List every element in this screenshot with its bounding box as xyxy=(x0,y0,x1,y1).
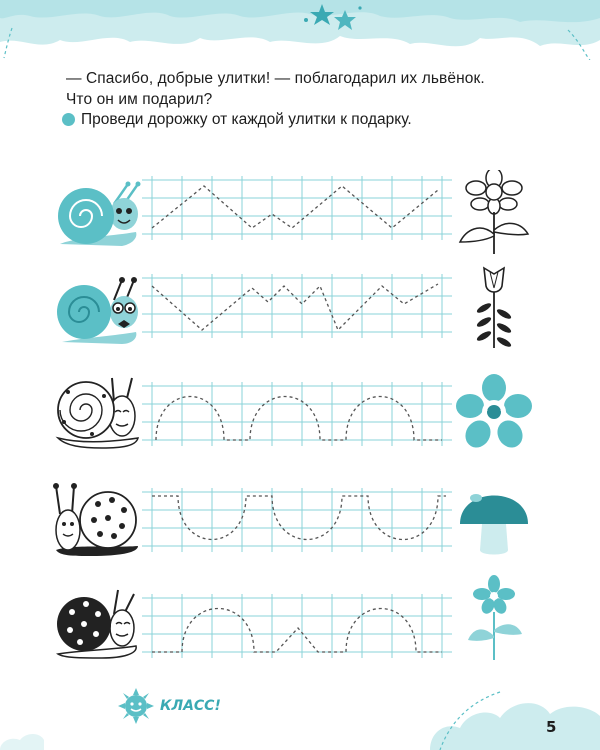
tracing-row-2 xyxy=(0,266,600,356)
tracing-row-1 xyxy=(0,170,600,260)
tracing-grid-2 xyxy=(142,274,452,338)
daisy-flower-icon xyxy=(456,170,532,256)
tracing-row-5 xyxy=(0,582,600,672)
story-text-line-1: — Спасибо, добрые улитки! — поблагодарил их львёнок. xyxy=(66,70,485,87)
page-number: 5 xyxy=(546,718,557,736)
tracing-grid-1 xyxy=(142,176,452,240)
tracing-path-arches-down xyxy=(152,496,446,540)
tracing-path-zigzag xyxy=(152,186,438,228)
tracing-grid-5 xyxy=(142,594,452,658)
instruction xyxy=(62,109,412,130)
story-text-line-2: Что он им подарил? xyxy=(66,91,213,108)
bottom-clouds-decoration xyxy=(0,672,600,750)
tracing-row-4 xyxy=(0,476,600,566)
sun-icon xyxy=(118,688,154,724)
class-badge xyxy=(118,688,221,724)
blue-flower-icon xyxy=(456,374,532,460)
top-clouds-decoration xyxy=(0,0,600,60)
snail-blue-happy-icon xyxy=(52,174,142,254)
small-blue-flower-icon xyxy=(456,574,532,660)
snail-dark-shell-icon xyxy=(52,584,142,664)
tracing-path-arches xyxy=(156,397,442,441)
instruction-text: Проведи дорожку от каждой улитки к подарку. xyxy=(81,111,412,128)
snail-polka-dot-icon xyxy=(52,478,142,558)
tracing-path-arches-peak xyxy=(152,609,442,653)
tracing-row-3 xyxy=(0,368,600,458)
bullet-dot-icon xyxy=(62,113,75,126)
bellflower-icon xyxy=(456,264,532,350)
tracing-grid-4 xyxy=(142,488,452,552)
snail-blue-bowtie-icon xyxy=(52,272,142,352)
tracing-grid-3 xyxy=(142,382,452,446)
badge-label: КЛАСС! xyxy=(160,698,221,714)
snail-outline-hearts-icon xyxy=(52,372,142,452)
tracing-path-zigzag xyxy=(152,284,438,330)
mushroom-icon xyxy=(456,476,532,562)
